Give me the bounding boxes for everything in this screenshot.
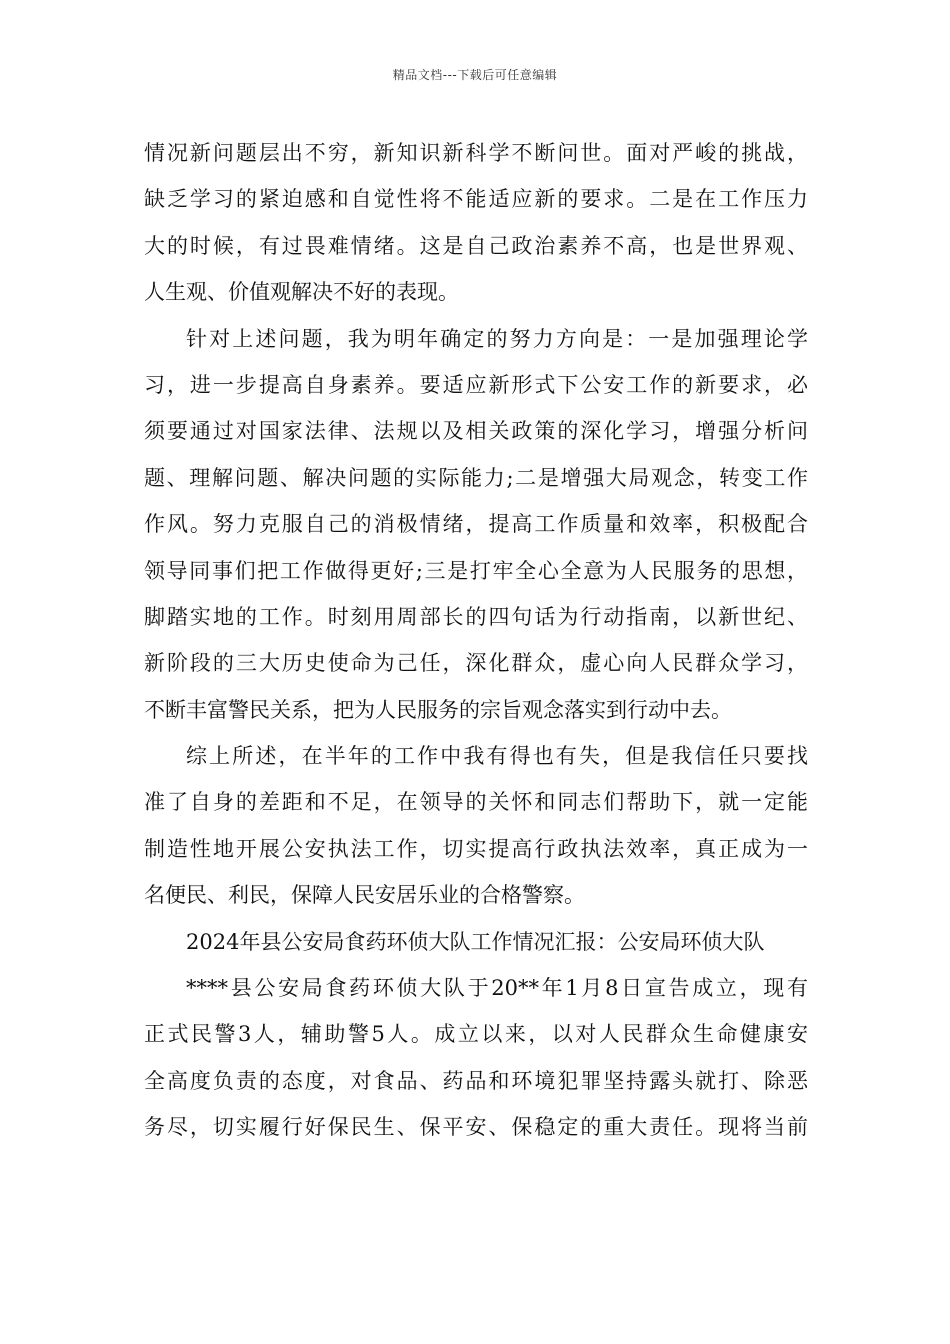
text-line: 缺乏学习的紧迫感和自觉性将不能适应新的要求。二是在工作压力 xyxy=(144,187,808,212)
text-line: 名便民、利民，保障人民安居乐业的合格警察。 xyxy=(144,883,585,908)
text-line: 大的时候，有过畏难情绪。这是自己政治素养不高，也是世界观、 xyxy=(144,233,808,258)
text-line: 题、理解问题、解决问题的实际能力;二是增强大局观念，转变工作 xyxy=(144,465,808,490)
text-line: 准了自身的差距和不足，在领导的关怀和同志们帮助下，就一定能 xyxy=(144,790,808,815)
text-line: 须要通过对国家法律、法规以及相关政策的深化学习，增强分析问 xyxy=(144,419,808,444)
page-header: 精品文档---下载后可任意编辑 xyxy=(392,68,558,82)
text-line: 脚踏实地的工作。时刻用周部长的四句话为行动指南，以新世纪、 xyxy=(144,604,808,629)
text-line: 制造性地开展公安执法工作，切实提高行政执法效率，真正成为一 xyxy=(144,836,808,861)
text-line: 针对上述问题，我为明年确定的努力方向是：一是加强理论学 xyxy=(186,326,808,351)
text-line: 全高度负责的态度，对食品、药品和环境犯罪坚持露头就打、除恶 xyxy=(144,1068,808,1093)
text-line: 习，进一步提高自身素养。要适应新形式下公安工作的新要求，必 xyxy=(144,372,808,397)
text-line: 不断丰富警民关系，把为人民服务的宗旨观念落实到行动中去。 xyxy=(144,697,732,722)
text-line: 作风。努力克服自己的消极情绪，提高工作质量和效率，积极配合 xyxy=(144,512,808,537)
text-line: 情况新问题层出不穷，新知识新科学不断问世。面对严峻的挑战， xyxy=(144,141,808,165)
text-line: 领导同事们把工作做得更好;三是打牢全心全意为人民服务的思想， xyxy=(144,558,808,583)
text-line: 正式民警3人，辅助警5人。成立以来，以对人民群众生命健康安 xyxy=(144,1022,808,1047)
text-line: ****县公安局食药环侦大队于20**年1月8日宣告成立，现有 xyxy=(186,976,808,1001)
text-line: 人生观、价值观解决不好的表现。 xyxy=(144,280,459,305)
text-line: 新阶段的三大历史使命为己任，深化群众，虚心向人民群众学习， xyxy=(144,651,808,676)
document-body xyxy=(144,130,808,1151)
text-line: 2024年县公安局食药环侦大队工作情况汇报：公安局环侦大队 xyxy=(186,929,765,954)
text-line: 综上所述，在半年的工作中我有得也有失，但是我信任只要找 xyxy=(186,744,808,769)
text-line: 务尽，切实履行好保民生、保平安、保稳定的重大责任。现将当前 xyxy=(144,1115,808,1140)
